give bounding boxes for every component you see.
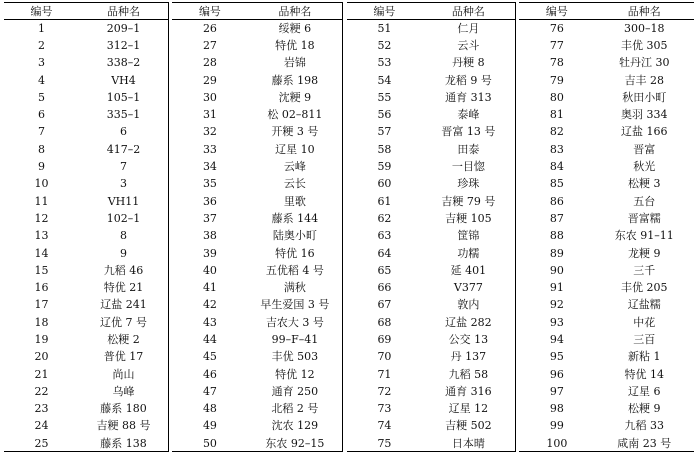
cell-variety: 辽盐 166	[620, 125, 668, 139]
cell-num: 91	[549, 281, 564, 295]
cell-num: 49	[202, 419, 217, 433]
cell-num: 80	[549, 90, 564, 104]
cell-variety: VH11	[79, 192, 168, 209]
table-row	[4, 227, 694, 244]
cell-variety: 8	[79, 227, 168, 244]
cell-num: 34	[202, 160, 217, 174]
cell-num: 86	[549, 194, 564, 208]
table-row	[4, 314, 694, 331]
cell-variety: 仁月	[422, 20, 515, 37]
table-row	[4, 262, 694, 279]
cell-num: 41	[202, 281, 217, 295]
cell-num: 77	[549, 38, 564, 52]
column-header-variety: 品种名	[594, 3, 694, 20]
cell-variety: 早生爱国 3 号	[247, 296, 342, 313]
cell-num: 56	[377, 108, 392, 122]
cell-num: 72	[377, 384, 392, 398]
cell-variety: 沈粳 9	[247, 89, 342, 106]
cell-num: 36	[202, 194, 217, 208]
cell-variety: 特优 21	[79, 279, 168, 296]
cell-variety: 209–1	[79, 20, 168, 37]
cell-num: 39	[202, 246, 217, 260]
table-row	[4, 158, 694, 175]
cell-num: 98	[549, 402, 564, 416]
table-row	[4, 123, 694, 140]
cell-variety: 九稻 58	[422, 365, 515, 382]
cell-num: 8	[38, 142, 46, 156]
cell-variety: 陆奥小町	[247, 227, 342, 244]
table-row	[4, 175, 694, 192]
cell-num: 13	[34, 229, 49, 243]
cell-variety: 龙稻 9 号	[422, 71, 515, 88]
cell-num: 21	[34, 367, 49, 381]
cell-variety: 338–2	[79, 54, 168, 71]
cell-variety: 102–1	[79, 210, 168, 227]
cell-variety: V377	[422, 279, 515, 296]
cell-variety: 九稻 46	[79, 262, 168, 279]
cell-variety: 云斗	[422, 37, 515, 54]
cell-num: 75	[347, 435, 422, 452]
cell-num: 74	[377, 419, 392, 433]
cell-num: 58	[377, 142, 392, 156]
table-row	[4, 210, 694, 227]
cell-num: 37	[202, 211, 217, 225]
cell-variety: 丹粳 8	[422, 54, 515, 71]
cell-variety: 北稻 2 号	[247, 400, 342, 417]
cell-variety: 松 02–811	[247, 106, 342, 123]
cell-variety: 辽优 7 号	[79, 314, 168, 331]
cell-num: 99	[549, 419, 564, 433]
cell-num: 23	[34, 402, 49, 416]
cell-variety: 吉粳 502	[422, 417, 515, 434]
cell-num: 40	[202, 263, 217, 277]
cell-num: 71	[377, 367, 392, 381]
cell-variety: 吉农大 3 号	[247, 314, 342, 331]
cell-variety: 牡丹江 30	[618, 56, 670, 70]
cell-num: 64	[377, 246, 392, 260]
cell-num: 53	[377, 56, 392, 70]
table-row	[4, 71, 694, 88]
cell-num: 84	[549, 160, 564, 174]
cell-num: 28	[202, 56, 217, 70]
cell-num: 44	[202, 332, 217, 346]
cell-num: 19	[34, 332, 49, 346]
table-row	[4, 244, 694, 261]
cell-num: 4	[38, 73, 46, 87]
cell-variety: 筐锦	[422, 227, 515, 244]
cell-num: 93	[549, 315, 564, 329]
table-row	[4, 417, 694, 434]
cell-variety: 尚山	[79, 365, 168, 382]
cell-variety: 日本晴	[422, 435, 515, 452]
table-row	[4, 296, 694, 313]
table-row	[4, 20, 694, 37]
cell-variety: 云峰	[247, 158, 342, 175]
cell-variety: 通育 250	[247, 383, 342, 400]
cell-num: 94	[549, 332, 564, 346]
cell-num: 24	[34, 419, 49, 433]
cell-num: 85	[549, 177, 564, 191]
cell-num: 65	[377, 263, 392, 277]
cell-variety: 3	[79, 175, 168, 192]
column-header-variety: 品种名	[422, 3, 515, 20]
cell-variety: 335–1	[79, 106, 168, 123]
cell-variety: 通育 313	[422, 89, 515, 106]
cell-variety: 普优 17	[79, 348, 168, 365]
cell-variety: 吉丰 28	[624, 73, 664, 87]
cell-variety: 松粳 3	[627, 177, 661, 191]
cell-variety: 里歌	[247, 192, 342, 209]
cell-variety: 312–1	[79, 37, 168, 54]
cell-variety: 吉粳 88 号	[79, 417, 168, 434]
cell-variety: 晋富糯	[627, 211, 661, 225]
cell-num: 12	[34, 211, 49, 225]
cell-num: 5	[38, 90, 46, 104]
cell-variety: 珍珠	[422, 175, 515, 192]
cell-variety: 东农 92–15	[247, 435, 342, 452]
cell-num: 83	[549, 142, 564, 156]
cell-variety: 辽星 6	[627, 384, 661, 398]
cell-num: 62	[377, 211, 392, 225]
cell-variety: 丰优 205	[620, 281, 668, 295]
cell-num: 82	[549, 125, 564, 139]
cell-variety: 9	[79, 244, 168, 261]
cell-num: 38	[202, 229, 217, 243]
cell-variety: 藤系 144	[247, 210, 342, 227]
cell-variety: 九稻 33	[624, 419, 664, 433]
cell-num: 79	[549, 73, 564, 87]
column-header-num: 编号	[519, 3, 594, 20]
cell-num: 54	[377, 73, 392, 87]
cell-variety: 藤系 138	[79, 435, 168, 452]
cell-num: 70	[377, 350, 392, 364]
cell-variety: 三千	[633, 263, 656, 277]
cell-variety: 105–1	[79, 89, 168, 106]
cell-variety: 特优 18	[247, 37, 342, 54]
column-header-num: 编号	[347, 3, 422, 20]
cell-num: 73	[377, 402, 392, 416]
cell-variety: 岩锦	[247, 54, 342, 71]
cell-num: 46	[202, 367, 217, 381]
cell-variety: 辽星 10	[247, 141, 342, 158]
cell-variety: 绥粳 6	[247, 20, 342, 37]
table-row	[4, 348, 694, 365]
cell-num: 16	[34, 281, 49, 295]
cell-num: 88	[549, 229, 564, 243]
cell-num: 59	[377, 160, 392, 174]
cell-variety: 辽盐 241	[79, 296, 168, 313]
cell-num: 76	[549, 21, 564, 35]
cell-variety: 五台	[633, 194, 656, 208]
cell-num: 26	[202, 21, 217, 35]
cell-variety: 东农 91–11	[614, 229, 674, 243]
cell-num: 97	[549, 384, 564, 398]
cell-num: 95	[549, 350, 564, 364]
cell-num: 67	[377, 298, 392, 312]
cell-variety: 特优 12	[247, 365, 342, 382]
cell-variety: 丰优 305	[620, 38, 668, 52]
table-row	[4, 37, 694, 54]
cell-variety: 417–2	[79, 141, 168, 158]
cell-num: 50	[172, 435, 247, 452]
cell-num: 32	[202, 125, 217, 139]
cell-num: 55	[377, 90, 392, 104]
cell-num: 20	[34, 350, 49, 364]
cell-variety: 三百	[633, 332, 656, 346]
cell-variety: 田泰	[422, 141, 515, 158]
cell-variety: 晋富 13 号	[422, 123, 515, 140]
cell-num: 90	[549, 263, 564, 277]
cell-variety: 通育 316	[422, 383, 515, 400]
cell-num: 11	[34, 194, 49, 208]
cell-num: 52	[377, 38, 392, 52]
cell-variety: VH4	[79, 71, 168, 88]
cell-num: 31	[202, 108, 217, 122]
table-row	[4, 383, 694, 400]
cell-variety: 6	[79, 123, 168, 140]
cell-num: 61	[377, 194, 392, 208]
cell-num: 22	[34, 384, 49, 398]
cell-num: 6	[38, 108, 46, 122]
table-row	[4, 365, 694, 382]
cell-variety: 新粘 1	[627, 350, 661, 364]
cell-num: 9	[38, 160, 46, 174]
cell-num: 42	[202, 298, 217, 312]
cell-variety: 辽盐 282	[422, 314, 515, 331]
cell-num: 68	[377, 315, 392, 329]
table-body	[4, 20, 694, 452]
cell-variety: 秋光	[633, 160, 656, 174]
cell-num: 96	[549, 367, 564, 381]
cell-num: 30	[202, 90, 217, 104]
cell-num: 63	[377, 229, 392, 243]
cell-variety: 99–F–41	[247, 331, 342, 348]
cell-num: 15	[34, 263, 49, 277]
cell-num: 25	[4, 435, 79, 452]
cell-variety: 藤系 198	[247, 71, 342, 88]
table-row	[4, 54, 694, 71]
table-row	[4, 141, 694, 158]
cell-variety: 沈农 129	[247, 417, 342, 434]
cell-variety: 功糯	[422, 244, 515, 261]
cell-num: 81	[549, 108, 564, 122]
cell-variety: 丹 137	[422, 348, 515, 365]
column-header-num: 编号	[172, 3, 247, 20]
table-row	[4, 279, 694, 296]
cell-variety: 云长	[247, 175, 342, 192]
table-row	[4, 89, 694, 106]
cell-num: 29	[202, 73, 217, 87]
table-row	[4, 400, 694, 417]
cell-num: 1	[38, 21, 46, 35]
cell-num: 2	[38, 38, 46, 52]
cell-variety: 咸南 23 号	[594, 435, 694, 452]
cell-variety: 吉粳 105	[422, 210, 515, 227]
cell-variety: 五优稻 4 号	[247, 262, 342, 279]
cell-num: 87	[549, 211, 564, 225]
cell-num: 69	[377, 332, 392, 346]
cell-num: 47	[202, 384, 217, 398]
cell-num: 92	[549, 298, 564, 312]
cell-variety: 松粳 2	[79, 331, 168, 348]
cell-variety: 辽盐糯	[627, 298, 661, 312]
column-header-num: 编号	[4, 3, 79, 20]
cell-num: 78	[549, 56, 564, 70]
cell-variety: 晋富	[633, 142, 656, 156]
cell-num: 18	[34, 315, 49, 329]
cell-variety: 松粳 9	[627, 402, 661, 416]
cell-variety: 丰优 503	[247, 348, 342, 365]
cell-num: 3	[38, 56, 46, 70]
cell-variety: 秋田小町	[622, 90, 667, 104]
cell-num: 45	[202, 350, 217, 364]
cell-variety: 满秋	[247, 279, 342, 296]
cell-num: 27	[202, 38, 217, 52]
cell-variety: 300–18	[623, 21, 665, 35]
table-row	[4, 435, 694, 452]
column-header-variety: 品种名	[79, 3, 168, 20]
cell-variety: 公交 13	[422, 331, 515, 348]
cell-variety: 中花	[633, 315, 656, 329]
cell-variety: 奥羽 334	[620, 108, 668, 122]
column-header-variety: 品种名	[247, 3, 342, 20]
cell-num: 60	[377, 177, 392, 191]
header-row	[4, 3, 694, 20]
cell-variety: 开粳 3 号	[247, 123, 342, 140]
table-row	[4, 331, 694, 348]
table-row	[4, 106, 694, 123]
cell-num: 66	[377, 281, 392, 295]
cell-num: 35	[202, 177, 217, 191]
cell-variety: 乌峰	[79, 383, 168, 400]
cell-variety: 泰峰	[422, 106, 515, 123]
cell-variety: 特优 14	[624, 367, 664, 381]
cell-variety: 一目惚	[422, 158, 515, 175]
cell-num: 17	[34, 298, 49, 312]
table-row	[4, 192, 694, 209]
cell-variety: 7	[79, 158, 168, 175]
cell-variety: 敦内	[422, 296, 515, 313]
cell-variety: 辽星 12	[422, 400, 515, 417]
cell-variety: 吉粳 79 号	[422, 192, 515, 209]
cell-variety: 延 401	[422, 262, 515, 279]
cell-variety: 特优 16	[247, 244, 342, 261]
cell-num: 51	[377, 21, 392, 35]
cell-num: 89	[549, 246, 564, 260]
cell-num: 57	[377, 125, 392, 139]
cell-num: 48	[202, 402, 217, 416]
cell-variety: 龙粳 9	[627, 246, 661, 260]
variety-table-container	[4, 2, 694, 452]
cell-num: 43	[202, 315, 217, 329]
cell-variety: 藤系 180	[79, 400, 168, 417]
cell-num: 33	[202, 142, 217, 156]
cell-num: 7	[38, 125, 46, 139]
cell-num: 100	[519, 435, 594, 452]
cell-num: 10	[34, 177, 49, 191]
cell-num: 14	[34, 246, 49, 260]
variety-table	[4, 2, 694, 452]
